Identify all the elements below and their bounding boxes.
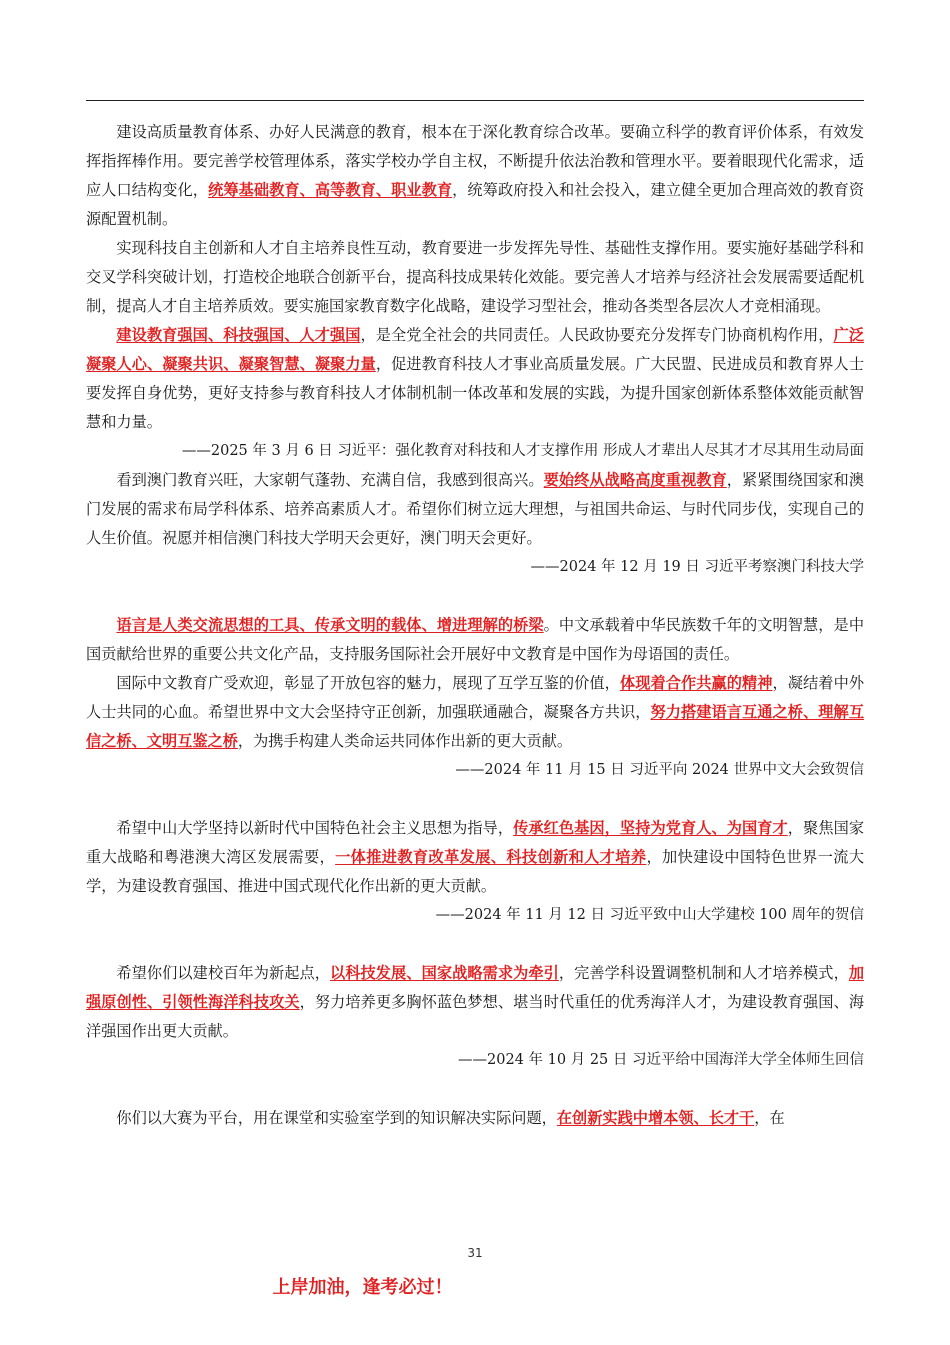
text-run: 国际中文教育广受欢迎，彰显了开放包容的魅力，展现了互学互鉴的价值，: [116, 674, 620, 692]
text-run: ，在: [754, 1109, 785, 1127]
quote-source: ——2024 年 10 月 25 日 习近平给中国海洋大学全体师生回信: [458, 1052, 864, 1068]
footer-slogan: 上岸加油，逢考必过！: [272, 1277, 453, 1298]
text-run: 你们以大赛为平台，用在课堂和实验室学到的知识解决实际问题，: [116, 1109, 557, 1127]
header-rule: [86, 100, 864, 101]
text-run: ，加快建设中国特色世界一流大学，为建设教育强国、推进中国式现代化作出新的更大贡献。: [86, 848, 865, 895]
quote-source: ——2024 年 11 月 12 日 习近平致中山大学建校 100 周年的贺信: [435, 907, 864, 923]
highlight-phrase: 广泛凝聚人心、凝聚共识、凝聚智慧、凝聚力量: [86, 326, 865, 373]
quote-paragraph: [86, 118, 864, 234]
quote-source: ——2024 年 11 月 15 日 习近平向 2024 世界中文大会致贺信: [455, 762, 864, 778]
text-run: ，紧紧围绕国家和澳门发展的需求布局学科体系、培养高素质人才。希望你们树立远大理想，与祖国共命运、与时代同步伐，实现自己的人生价值。祝愿并相信澳门科技大学明天会更好，澳门明天会更好。: [86, 471, 865, 547]
quote-source: ——2024 年 12 月 19 日 习近平考察澳门科技大学: [530, 559, 864, 575]
quote-paragraph: [86, 611, 864, 669]
text-run: 希望你们以建校百年为新起点，: [116, 964, 331, 982]
quote-paragraph: [86, 959, 864, 1046]
highlight-phrase: 努力搭建语言互通之桥、理解互信之桥、文明互鉴之桥: [86, 703, 865, 750]
text-run: ，聚焦国家重大战略和粤港澳大湾区发展需要，: [86, 819, 865, 866]
section-gap: [86, 930, 864, 959]
text-run: ，凝结着中外人士共同的心血。希望世界中文大会坚持守正创新，加强联通融合，凝聚各方共识，: [86, 674, 865, 721]
section-gap: [86, 785, 864, 814]
text-run: 。中文承载着中华民族数千年的文明智慧，是中国贡献给世界的重要公共文化产品，支持服务国际社会开展好中文教育是中国作为母语国的责任。: [86, 616, 865, 663]
text-run: ，促进教育科技人才事业高质量发展。广大民盟、民进成员和教育界人士要发挥自身优势，更好支持参与教育科技人才体制机制一体改革和发展的实践，为提升国家创新体系整体效能贡献智慧和力量。: [86, 355, 865, 431]
quote-source: ——2025 年 3 月 6 日 习近平：强化教育对科技和人才支撑作用 形成人才辈出人尽其才才尽其用生动局面: [181, 443, 864, 459]
quote-paragraph: [86, 234, 864, 321]
highlight-phrase: 要始终从战略高度重视教育: [543, 471, 727, 489]
text-run: ，统筹政府投入和社会投入，建立健全更加合理高效的教育资源配置机制。: [86, 181, 865, 228]
section-gap: [86, 1075, 864, 1104]
highlight-phrase: 在创新实践中增本领、长才干: [556, 1109, 755, 1127]
quote-paragraph: [86, 466, 864, 553]
text-run: ，努力培养更多胸怀蓝色梦想、堪当时代重任的优秀海洋人才，为建设教育强国、海洋强国作出更大贡献。: [86, 993, 865, 1040]
highlight-phrase: 传承红色基因，坚持为党育人、为国育才: [513, 819, 788, 837]
text-run: 建设高质量教育体系、办好人民满意的教育，根本在于深化教育综合改革。要确立科学的教育评价体系，有效发挥指挥棒作用。要完善学校管理体系，落实学校办学自主权，不断提升依法治教和管理水平。要着眼现代化需求，适应人口结构变化，: [86, 123, 864, 199]
text-run: ，完善学科设置调整机制和人才培养模式，: [558, 964, 849, 982]
highlight-phrase: 体现着合作共赢的精神: [619, 674, 773, 692]
text-run: 看到澳门教育兴旺，大家朝气蓬勃、充满自信，我感到很高兴。: [116, 471, 544, 489]
text-run: ，为携手构建人类命运共同体作出新的更大贡献。: [237, 732, 572, 750]
section-gap: [86, 582, 864, 611]
quote-paragraph: [86, 321, 864, 437]
text-run: 实现科技自主创新和人才自主培养良性互动，教育要进一步发挥先导性、基础性支撑作用。要实施好基础学科和交叉学科突破计划，打造校企地联合创新平台，提高科技成果转化效能。要完善人才培养与经济社会发展需要适配机制，提高人才自主培养质效。要实施国家教育数字化战略，建设学习型社会，推动各类型各层次人才竞相涌现。: [86, 239, 864, 315]
text-run: ，是全党全社会的共同责任。人民政协要充分发挥专门协商机构作用，: [360, 326, 834, 344]
highlight-phrase: 语言是人类交流思想的工具、传承文明的载体、增进理解的桥梁: [116, 616, 544, 634]
highlight-phrase: 统筹基础教育、高等教育、职业教育: [208, 181, 453, 199]
page-number: 31: [467, 1246, 483, 1260]
document-body: [86, 118, 864, 1133]
quote-paragraph: [86, 814, 864, 901]
quote-paragraph: [86, 1104, 864, 1133]
highlight-phrase: 建设教育强国、科技强国、人才强国: [116, 326, 361, 344]
highlight-phrase: 以科技发展、国家战略需求为牵引: [330, 964, 559, 982]
highlight-phrase: 一体推进教育改革发展、科技创新和人才培养: [335, 848, 647, 866]
quote-paragraph: [86, 669, 864, 756]
highlight-phrase: 加强原创性、引领性海洋科技攻关: [86, 964, 865, 1011]
text-run: 希望中山大学坚持以新时代中国特色社会主义思想为指导，: [116, 819, 514, 837]
